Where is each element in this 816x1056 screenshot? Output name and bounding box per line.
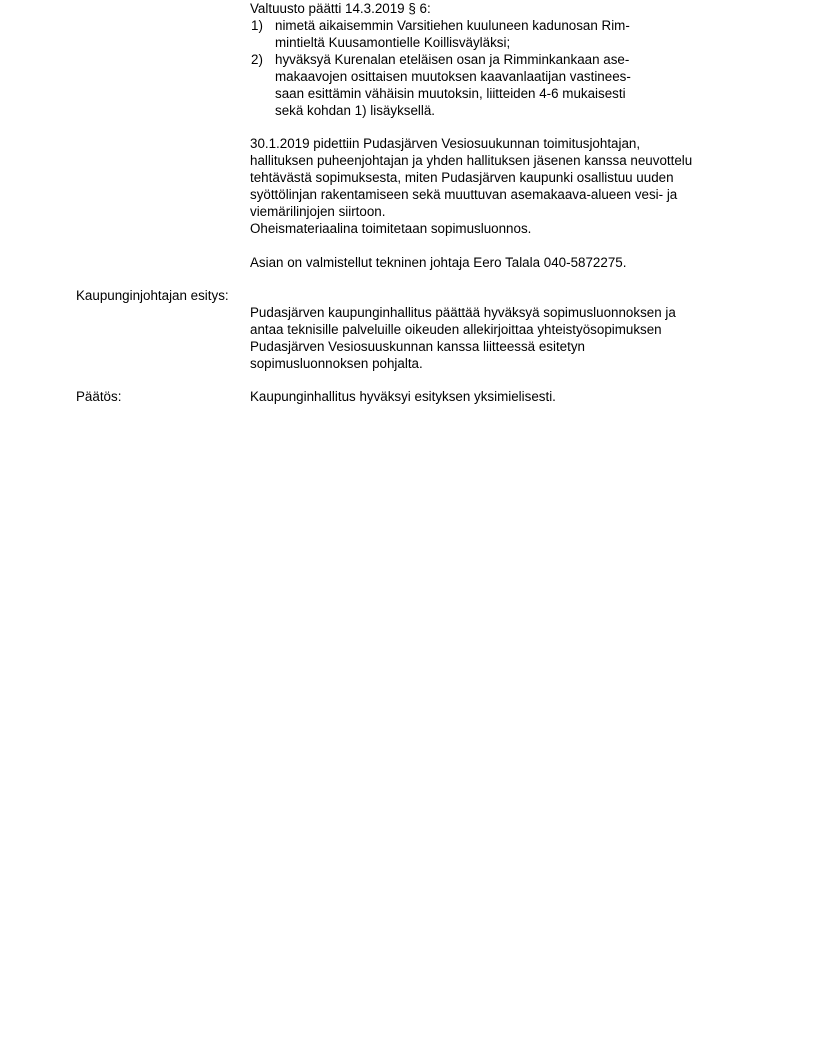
decision-label: Päätös: — [76, 389, 122, 404]
paragraph-line: antaa teknisille palveluille oikeuden allekirjoittaa yhteistyösopimuksen — [250, 322, 662, 337]
paragraph-line: 30.1.2019 pidettiin Pudasjärven Vesiosuukunnan toimitusjohtajan, — [250, 136, 641, 151]
paragraph-line: tehtävästä sopimuksesta, miten Pudasjärven kaupunki osallistuu uuden — [250, 170, 674, 185]
paragraph-line: viemärilinjojen siirtoon. — [250, 204, 386, 219]
paragraph-line: syöttölinjan rakentamiseen sekä muuttuvan asemakaava-alueen vesi- ja — [250, 187, 678, 202]
paragraph-line: hallituksen puheenjohtajan ja yhden hallituksen jäsenen kanssa neuvottelu — [250, 153, 693, 168]
list-item-line: nimetä aikaisemmin Varsitiehen kuuluneen kadunosan Rim- — [275, 18, 630, 33]
decision-list-item — [250, 17, 750, 51]
negotiation-paragraph — [250, 135, 750, 237]
list-item-number: 2) — [251, 52, 263, 67]
council-decision-heading: Valtuusto päätti 14.3.2019 § 6: — [250, 1, 431, 16]
paragraph-line: sopimusluonnoksen pohjalta. — [250, 356, 423, 371]
decision-list-item — [250, 51, 750, 119]
preparer-paragraph — [250, 254, 750, 271]
paragraph-line: Oheismateriaalina toimitetaan sopimusluonnos. — [250, 221, 532, 236]
proposal-paragraph — [250, 304, 750, 372]
paragraph-line: Pudasjärven Vesiosuuskunnan kanssa liitteessä esitetyn — [250, 339, 585, 354]
list-item-line: saan esittämin vähäisin muutoksin, liitteiden 4-6 mukaisesti — [275, 86, 626, 101]
list-item-line: mintieltä Kuusamontielle Koillisväyläksi; — [275, 35, 511, 50]
proposal-label: Kaupunginjohtajan esitys: — [76, 288, 229, 303]
list-item-line: makaavojen osittaisen muutoksen kaavanlaatijan vastinees- — [275, 69, 631, 84]
list-item-line: sekä kohdan 1) lisäyksellä. — [275, 103, 436, 118]
council-decision-block — [250, 0, 750, 119]
preparer-text: Asian on valmistellut tekninen johtaja Eero Talala 040-5872275. — [250, 255, 627, 270]
decision-text: Kaupunginhallitus hyväksyi esityksen yksimielisesti. — [250, 389, 556, 404]
list-item-line: hyväksyä Kurenalan eteläisen osan ja Rimminkankaan ase- — [275, 52, 630, 67]
paragraph-line: Pudasjärven kaupunginhallitus päättää hyväksyä sopimusluonnoksen ja — [250, 305, 676, 320]
list-item-number: 1) — [251, 18, 263, 33]
decision-paragraph — [250, 388, 750, 405]
